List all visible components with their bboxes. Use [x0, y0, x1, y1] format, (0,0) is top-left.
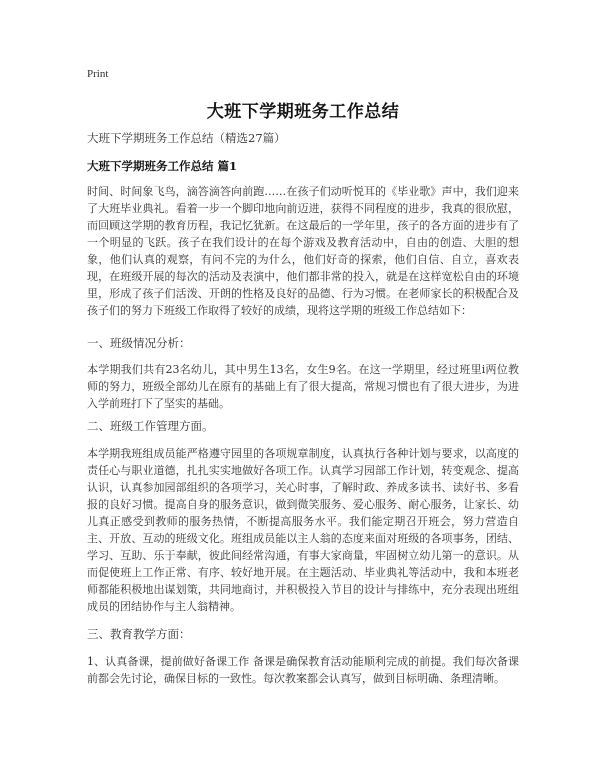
section-heading: 大班下学期班务工作总结 篇1	[87, 159, 238, 173]
paragraph-class-analysis: 本学期我们共有23名幼儿，其中男生13名，女生9名。在这一学期里，经过班里i两位教师的努力，班级全部幼儿在原有的基础上有了很大提高，常规习惯也有了很大进步，为进入学前班打下了坚实的基础。	[87, 363, 519, 410]
heading-class-management: 二、班级工作管理方面。	[87, 419, 214, 433]
document-title: 大班下学期班务工作总结	[206, 102, 400, 122]
heading-teaching: 三、教育教学方面：	[87, 627, 191, 641]
print-label[interactable]: Print	[87, 68, 109, 80]
heading-class-analysis: 一、班级情况分析：	[87, 336, 191, 350]
document-subtitle: 大班下学期班务工作总结（精选27篇）	[87, 131, 286, 145]
paragraph-intro: 时间、时间象飞鸟，滴答滴答向前跑……在孩子们动听悦耳的《毕业歌》声中，我们迎来了大班毕业典礼。看着一步一个脚印地向前迈进，获得不同程度的进步，我真的很欣慰，而回顾这学期的教育历程，我记忆犹新。在这最后的一学年里，孩子的各方面的进步有了一个明显的飞跃。孩子在我们设计的在每个游戏及教育活动中，自由的创造、大胆的想象，他们认真的观察，有问不完的为什么，他们好奇的探索，他们自信、自立，喜欢表现，在班级开展的每次的活动及表演中，他们都非常的投入，就是在这样宽松自由的环境里，形成了孩子们活泼、开朗的性格及良好的品德、行为习惯。在老师家长的积极配合及孩子们的努力下班级工作取得了较好的成绩，现将这学期的班级工作总结如下：	[87, 185, 519, 317]
paragraph-teaching: 1、认真备课，提前做好备课工作 备课是确保教育活动能顺利完成的前提。我们每次备课前都会先讨论，确保目标的一致性。每次教案都会认真写，做到目标明确、条理清晰。	[87, 655, 519, 685]
paragraph-class-management: 本学期我班组成员能严格遵守园里的各项规章制度，认真执行各种计划与要求，以高度的责任心与职业道德，扎扎实实地做好各项工作。认真学习园部工作计划，转变观念、提高认识，认真参加园部组织的各项学习，关心时事，了解时政、养成多读书、读好书、多看报的良好习惯。提高自身的服务意识，做到微笑服务、爱心服务、耐心服务，让家长、幼儿真正感受到教师的服务热情，不断提高服务水平。我们能定期召开班会，努力营造自主、开放、互动的班级文化。班组成员能以主人翁的态度来面对班级的各项事务，团结、学习、互助、乐于奉献，彼此间经常沟通，有事大家商量，牢固树立幼儿第一的意识。从而促使班上工作正常、有序、较好地开展。在主题活动、毕业典礼等活动中，我和本班老师都能积极地出谋划策，共同地商讨，并积极投入节目的设计与排练中，充分表现出班组成员的团结协作与主人翁精神。	[87, 447, 519, 613]
